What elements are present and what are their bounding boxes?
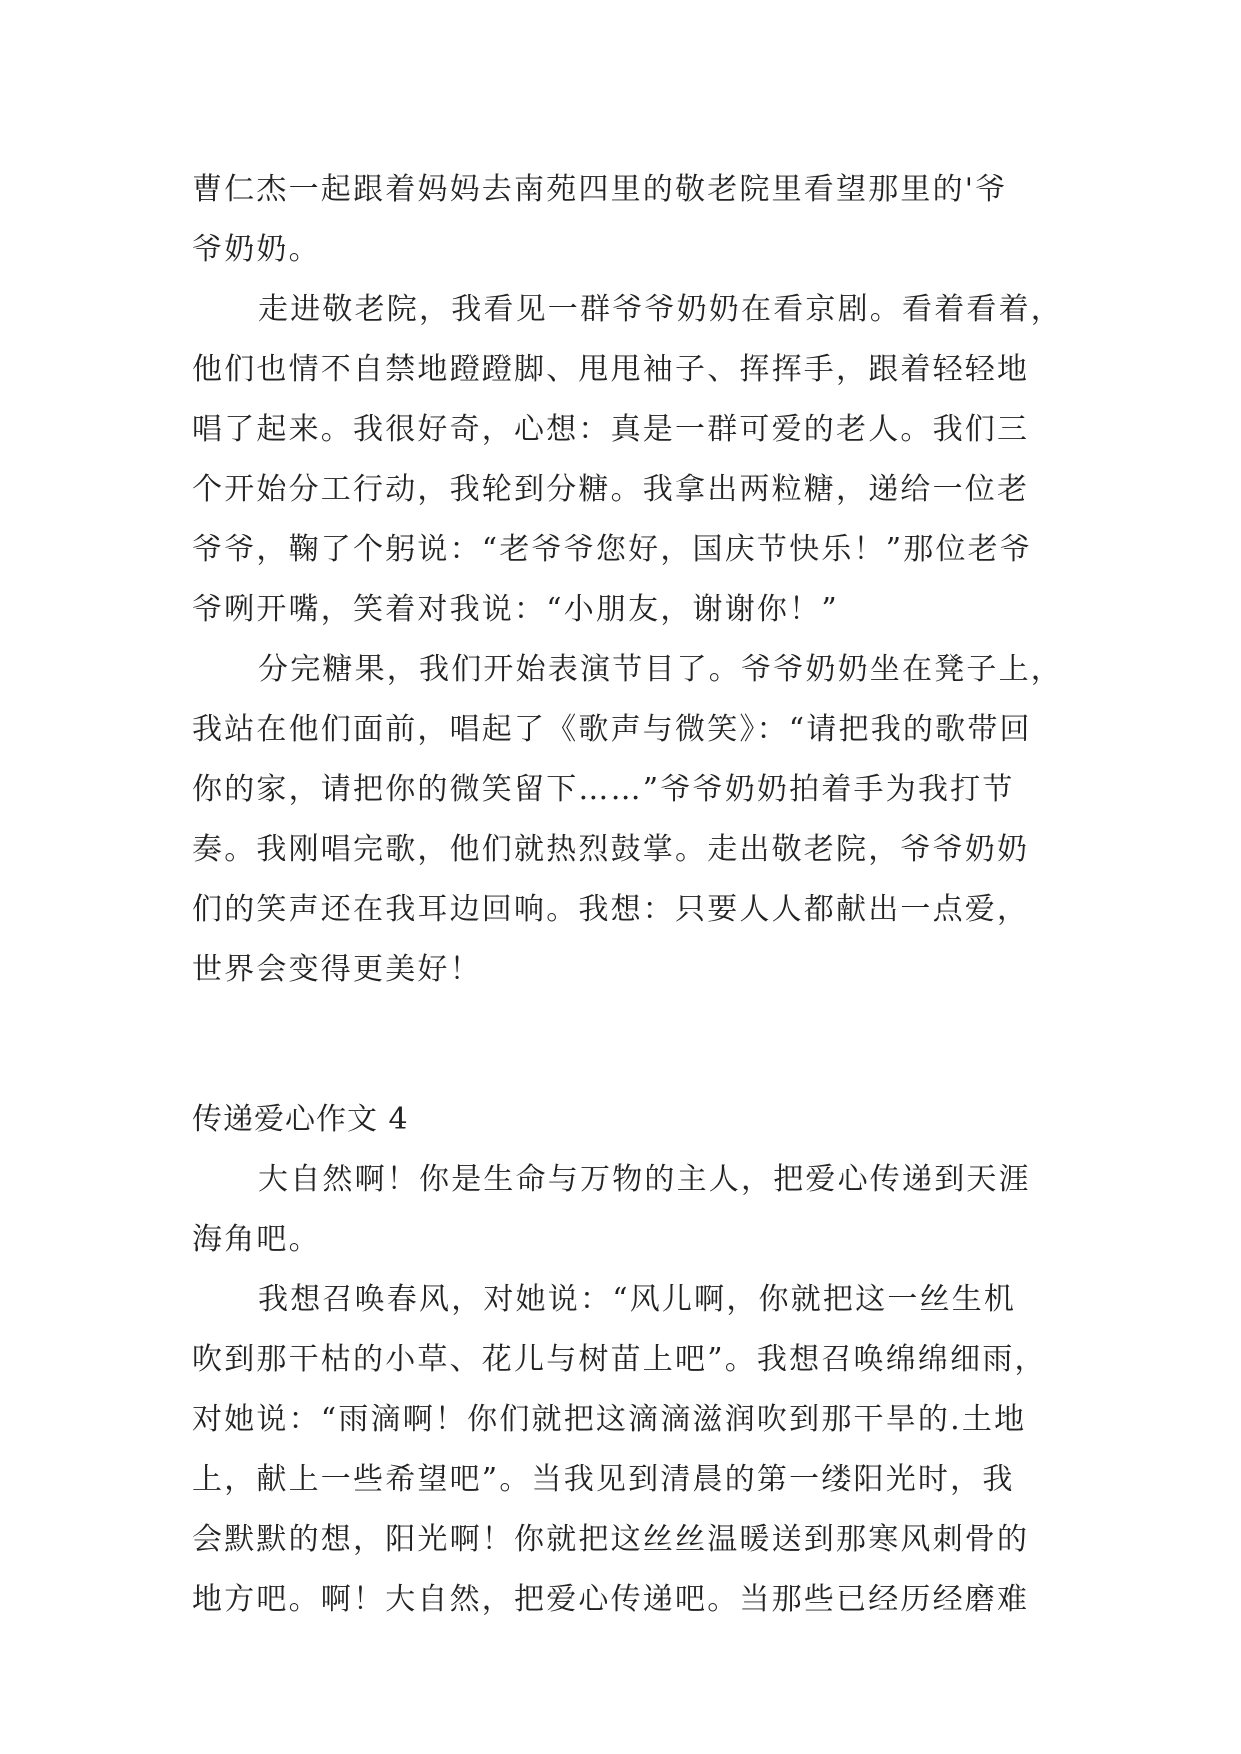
essay-heading: 传递爱心作文 4 bbox=[192, 1102, 409, 1137]
text-line: 会默默的想，阳光啊！你就把这丝丝温暖送到那寒风刺骨的 bbox=[192, 1522, 1030, 1557]
text-line: 唱了起来。我很好奇，心想：真是一群可爱的老人。我们三 bbox=[192, 412, 1030, 447]
text-line: 爷爷，鞠了个躬说：“老爷爷您好，国庆节快乐！”那位老爷 bbox=[192, 532, 1033, 567]
section-gap bbox=[192, 1000, 1072, 1090]
paragraph-nature-wishes bbox=[192, 1270, 1072, 1630]
paragraph-visit-continuation bbox=[192, 160, 1072, 280]
text-line: 爷咧开嘴，笑着对我说：“小朋友，谢谢你！” bbox=[192, 592, 839, 627]
text-line: 你的家，请把你的微笑留下……”爷爷奶奶拍着手为我打节 bbox=[192, 772, 1015, 807]
document-body bbox=[192, 160, 1072, 1630]
text-line: 曹仁杰一起跟着妈妈去南苑四里的敬老院里看望那里的'爷 bbox=[192, 172, 1008, 207]
text-line: 个开始分工行动，我轮到分糖。我拿出两粒糖，递给一位老 bbox=[192, 472, 1030, 507]
text-line: 奏。我刚唱完歌，他们就热烈鼓掌。走出敬老院，爷爷奶奶 bbox=[192, 832, 1030, 867]
paragraph-nursing-home bbox=[192, 280, 1072, 640]
text-line: 走进敬老院，我看见一群爷爷奶奶在看京剧。看着看着， bbox=[258, 292, 1063, 327]
text-line: 上，献上一些希望吧”。当我见到清晨的第一缕阳光时，我 bbox=[192, 1462, 1015, 1497]
text-line: 世界会变得更美好！ bbox=[192, 952, 482, 987]
text-line: 们的笑声还在我耳边回响。我想：只要人人都献出一点爱， bbox=[192, 892, 1030, 927]
text-line: 地方吧。啊！大自然，把爱心传递吧。当那些已经历经磨难 bbox=[192, 1582, 1030, 1617]
text-line: 他们也情不自禁地蹬蹬脚、甩甩袖子、挥挥手，跟着轻轻地 bbox=[192, 352, 1030, 387]
text-line: 对她说：“雨滴啊！你们就把这滴滴滋润吹到那干旱的.土地 bbox=[192, 1402, 1027, 1437]
text-line: 分完糖果，我们开始表演节目了。爷爷奶奶坐在凳子上， bbox=[258, 652, 1063, 687]
text-line: 大自然啊！你是生命与万物的主人，把爱心传递到天涯 bbox=[258, 1162, 1031, 1197]
text-line: 海角吧。 bbox=[192, 1222, 321, 1257]
text-line: 我想召唤春风，对她说：“风儿啊，你就把这一丝生机 bbox=[258, 1282, 1017, 1317]
paragraph-performance bbox=[192, 640, 1072, 1000]
paragraph-nature-intro bbox=[192, 1150, 1072, 1270]
text-line: 吹到那干枯的小草、花儿与树苗上吧”。我想召唤绵绵细雨， bbox=[192, 1342, 1047, 1377]
text-line: 爷奶奶。 bbox=[192, 232, 321, 267]
text-line: 我站在他们面前，唱起了《歌声与微笑》：“请把我的歌带回 bbox=[192, 712, 1032, 747]
